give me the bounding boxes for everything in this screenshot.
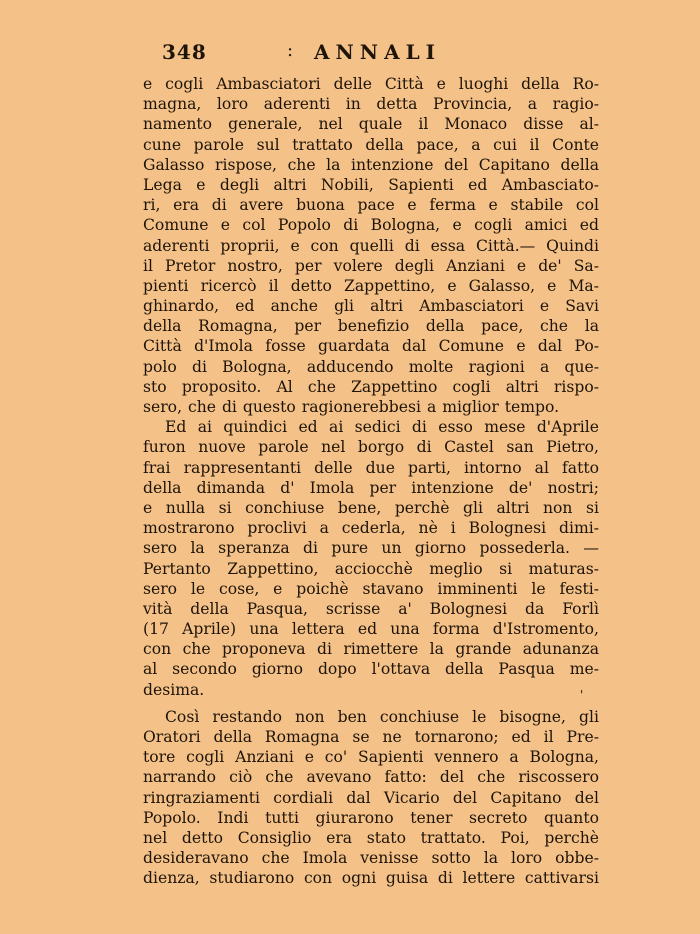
- text-line: ghinardo, ed anche gli altri Ambasciatori e Savi: [143, 297, 599, 316]
- text-line: ringraziamenti cordiali dal Vicario del Capitano del: [143, 788, 599, 807]
- text-line: Ed ai quindici ed ai sedici di esso mese d'Aprile: [165, 418, 599, 437]
- text-line: e nulla si conchiuse bene, perchè gli altri non si: [143, 498, 599, 517]
- text-line: magna, loro aderenti in detta Provincia, a ragio-: [143, 95, 599, 114]
- text-line: namento generale, nel quale il Monaco disse al-: [143, 115, 599, 134]
- text-line: Popolo. Indi tutti giurarono tener secreto quanto: [143, 808, 599, 827]
- page-number: 348: [162, 40, 207, 64]
- text-line: Pertanto Zappettino, acciocchè meglio si maturas-: [143, 559, 599, 578]
- text-line: desima.: [143, 680, 205, 699]
- text-line: sto proposito. Al che Zappettino cogli altri rispo-: [143, 377, 599, 396]
- text-line: mostrarono proclivi a cederla, nè i Bolognesi dimi-: [143, 519, 599, 538]
- text-line: pienti ricercò il detto Zappettino, e Galasso, e Ma-: [143, 276, 599, 295]
- text-line: narrando ciò che avevano fatto: del che riscossero: [143, 768, 599, 787]
- text-line: Galasso rispose, che la intenzione del Capitano della: [143, 155, 599, 174]
- page-header: [0, 38, 700, 68]
- text-line: Lega e degli altri Nobili, Sapienti ed Ambasciato-: [143, 175, 599, 194]
- text-line: tore cogli Anziani e co' Sapienti vennero a Bologna,: [143, 748, 599, 767]
- text-line: e cogli Ambasciatori delle Città e luoghi della Ro-: [143, 75, 599, 93]
- stray-ink-mark: ': [580, 688, 584, 702]
- running-title: ANNALI: [314, 40, 442, 64]
- text-line: il Pretor nostro, per volere degli Anziani e de' Sa-: [143, 256, 599, 275]
- text-line: (17 Aprile) una lettera ed una forma d'Istromento,: [143, 620, 599, 639]
- text-line: Comune e col Popolo di Bologna, e cogli amici ed: [143, 216, 599, 235]
- text-line: nel detto Consiglio era stato trattato. Poi, perchè: [143, 828, 599, 847]
- text-line: aderenti proprii, e con quelli di essa Città.— Quindi: [143, 236, 599, 255]
- text-line: con che proponeva di rimettere la grande adunanza: [143, 640, 599, 659]
- previous-page-ink-fragment: [178, 0, 218, 4]
- text-line: dienza, studiarono con ogni guisa di lettere cattivarsi: [143, 869, 599, 888]
- text-line: Così restando non ben conchiuse le bisogne, gli: [165, 707, 599, 726]
- header-mark: :: [287, 40, 294, 61]
- text-line: della dimanda d' Imola per intenzione de' nostri;: [143, 478, 599, 497]
- body-text: [143, 74, 599, 889]
- text-line: della Romagna, per benefizio della pace, che la: [143, 317, 599, 336]
- text-line: furon nuove parole nel borgo di Castel san Pietro,: [143, 438, 599, 457]
- text-line: desideravano che Imola venisse sotto la loro obbe-: [143, 849, 599, 868]
- text-line: Città d'Imola fosse guardata dal Comune e dal Po-: [143, 337, 599, 356]
- text-line: sero la speranza di pure un giorno possederla. —: [143, 539, 599, 558]
- text-line: sero, che di questo ragionerebbesi a miglior tempo.: [143, 398, 560, 416]
- text-line: ri, era di avere buona pace e ferma e stabile col: [143, 196, 599, 215]
- text-line: vità della Pasqua, scrisse a' Bolognesi da Forlì: [143, 599, 599, 618]
- text-line: polo di Bologna, adducendo molte ragioni a que-: [143, 357, 599, 376]
- text-line: Oratori della Romagna se ne tornarono; ed il Pre-: [143, 728, 599, 746]
- text-line: frai rappresentanti delle due parti, intorno al fatto: [143, 458, 599, 477]
- text-line: cune parole sul trattato della pace, a cui il Conte: [143, 135, 599, 154]
- text-line: al secondo giorno dopo l'ottava della Pasqua me-: [143, 660, 599, 679]
- text-line: sero le cose, e poichè stavano imminenti le festi-: [143, 579, 599, 598]
